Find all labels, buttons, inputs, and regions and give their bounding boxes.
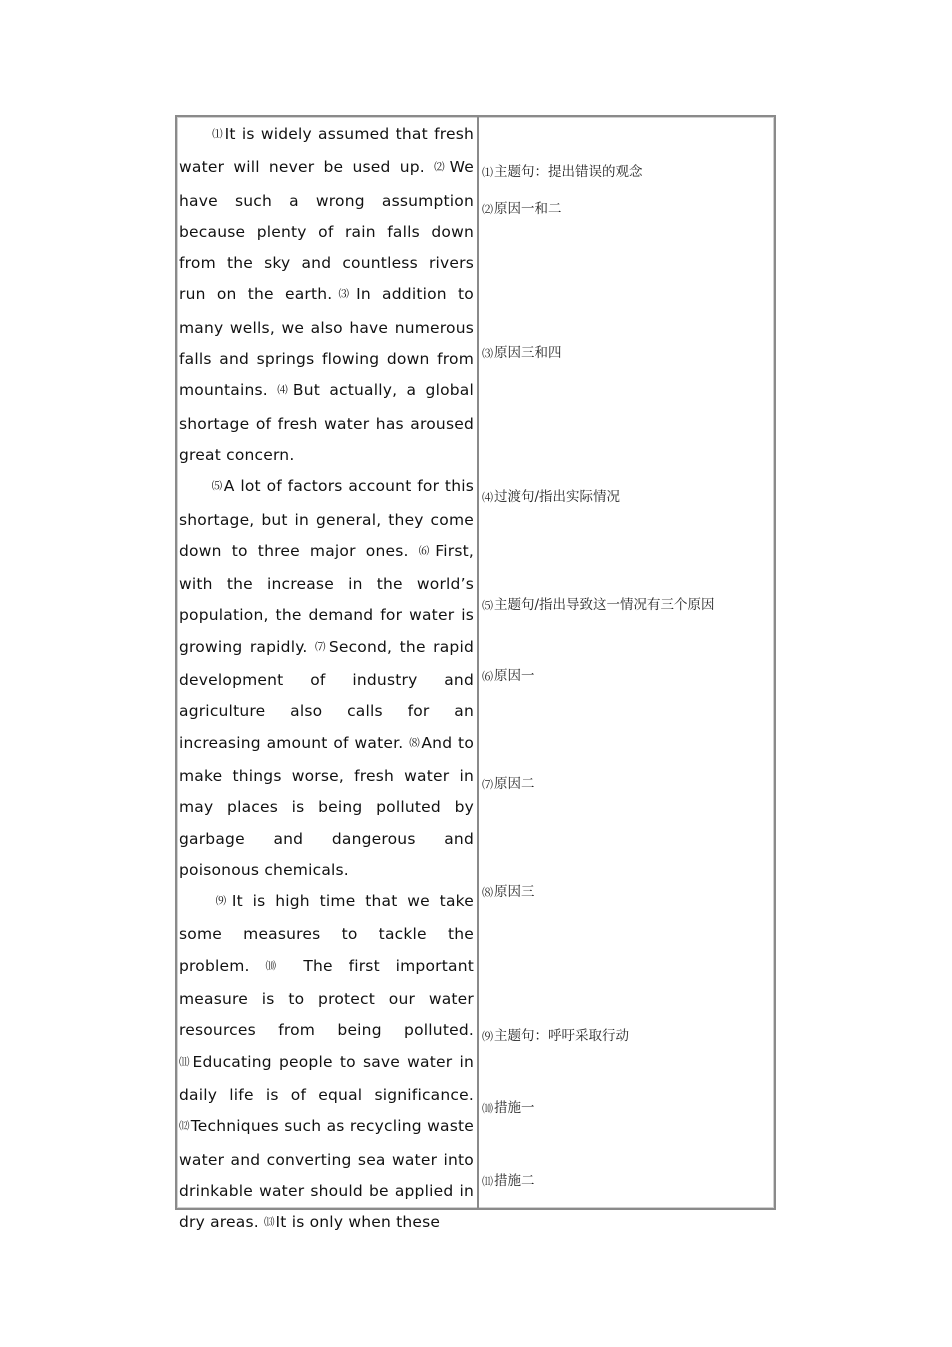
sentence-7: Second, the rapid development of industry and agriculture also calls for an increasing amount of water. bbox=[179, 637, 474, 752]
sentence-number: ⑺ bbox=[314, 640, 328, 653]
annotation-9: ⑼主题句：呼吁采取行动 bbox=[482, 1028, 629, 1044]
annotation-column bbox=[480, 117, 774, 1208]
sentence-4: But actually, a global shortage of fresh water has aroused great concern. bbox=[179, 381, 475, 464]
annotation-7: ⑺原因二 bbox=[482, 776, 535, 792]
annotation-4: ⑷过渡句/指出实际情况 bbox=[482, 489, 621, 505]
sentence-9: It is high time that we take some measures to tackle the problem. bbox=[179, 892, 475, 975]
sentence-number: ⒀ bbox=[264, 1216, 275, 1229]
sentence-13: It is only when these bbox=[275, 1213, 441, 1232]
annotation-2: ⑵原因一和二 bbox=[482, 201, 562, 217]
annotation-3: ⑶原因三和四 bbox=[482, 345, 562, 361]
annotation-8: ⑻原因三 bbox=[482, 884, 535, 900]
sentence-number: ⑾ bbox=[179, 1055, 192, 1068]
sentence-10: The first important measure is to protect our water resources from being polluted. bbox=[179, 956, 474, 1040]
sentence-number: ⑻ bbox=[409, 736, 421, 749]
sentence-8: And to make things worse, fresh water in may places is being polluted by garbage and dangerous and poisonous chemicals. bbox=[179, 733, 475, 879]
sentence-number: ⑴ bbox=[211, 128, 224, 140]
paragraph-1 bbox=[179, 119, 474, 471]
column-divider bbox=[477, 117, 479, 1208]
essay-text-column bbox=[179, 119, 475, 1232]
sentence-number: ⑸ bbox=[211, 480, 223, 493]
sentence-number: ⑶ bbox=[332, 288, 356, 301]
sentence-12: Techniques such as recycling waste water and converting sea water into drinkable water should be applied in dry areas. bbox=[179, 1117, 475, 1232]
annotation-1: ⑴主题句：提出错误的观念 bbox=[482, 164, 643, 180]
sentence-3: In addition to many wells, we also have numerous falls and springs flowing down from mountains. bbox=[179, 285, 474, 400]
sentence-number: ⑷ bbox=[277, 384, 292, 397]
sentence-number: ⑽ bbox=[265, 959, 287, 972]
sentence-number: ⑼ bbox=[211, 895, 231, 908]
sentence-1: It is widely assumed that fresh water will never be used up. bbox=[179, 125, 474, 177]
essay-analysis-table bbox=[175, 115, 776, 1232]
paragraph-2 bbox=[179, 471, 474, 886]
annotation-11: ⑾措施二 bbox=[482, 1173, 535, 1189]
sentence-number: ⑵ bbox=[434, 161, 449, 174]
sentence-number: ⑹ bbox=[418, 544, 435, 557]
sentence-6: First, with the increase in the world’s population, the demand for water is growing rapidly. bbox=[179, 541, 474, 656]
sentence-number: ⑿ bbox=[179, 1120, 190, 1133]
sentence-2: We have such a wrong assumption because plenty of rain falls down from the sky and countless rivers run on the earth. bbox=[179, 158, 474, 304]
paragraph-3 bbox=[179, 886, 474, 1240]
annotation-10: ⑽措施一 bbox=[482, 1100, 535, 1116]
sentence-5: A lot of factors account for this shortage, but in general, they come down to three major ones. bbox=[179, 477, 475, 560]
sentence-11: Educating people to save water in daily life is of equal significance. bbox=[179, 1052, 474, 1104]
annotation-6: ⑹原因一 bbox=[482, 668, 535, 684]
annotation-5: ⑸主题句/指出导致这一情况有三个原因 bbox=[482, 597, 715, 613]
